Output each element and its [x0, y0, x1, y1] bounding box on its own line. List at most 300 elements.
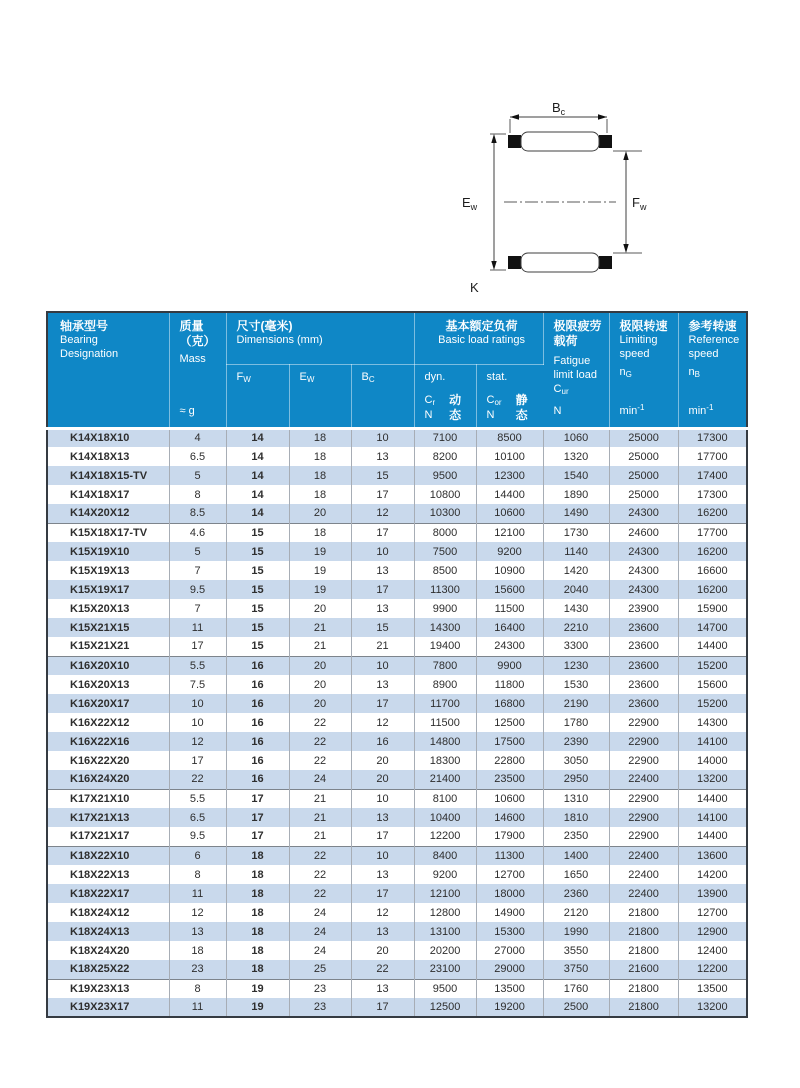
limiting-speed-cell: 21800 [609, 922, 678, 941]
table-row [47, 998, 747, 1017]
stat-load-cell: 14900 [476, 903, 543, 922]
designation-cell: K19X23X13 [47, 979, 169, 998]
ew-cell: 19 [289, 542, 351, 561]
fatigue-load-cell: 3300 [543, 637, 609, 656]
mass-cell: 8 [169, 979, 226, 998]
table-row [47, 713, 747, 732]
mass-cell: 5 [169, 466, 226, 485]
bc-cell: 12 [351, 903, 414, 922]
table-body [47, 428, 747, 1017]
fatigue-load-cell: 1990 [543, 922, 609, 941]
mass-cell: 18 [169, 941, 226, 960]
bc-cell: 20 [351, 751, 414, 770]
ew-cell: 20 [289, 694, 351, 713]
bc-cell: 22 [351, 960, 414, 979]
designation-cell: K18X22X13 [47, 865, 169, 884]
fw-cell: 14 [226, 466, 289, 485]
fw-cell: 18 [226, 884, 289, 903]
table-row [47, 580, 747, 599]
table-row [47, 827, 747, 846]
fatigue-load-cell: 1140 [543, 542, 609, 561]
fw-cell: 18 [226, 846, 289, 865]
table-row [47, 694, 747, 713]
dyn-load-cell: 10300 [414, 504, 476, 523]
ew-cell: 21 [289, 827, 351, 846]
stat-load-cell: 17500 [476, 732, 543, 751]
bc-cell: 13 [351, 979, 414, 998]
mass-cell: 8 [169, 865, 226, 884]
ew-cell: 21 [289, 618, 351, 637]
bc-cell: 12 [351, 504, 414, 523]
reference-speed-cell: 13600 [678, 846, 747, 865]
table-row [47, 903, 747, 922]
limiting-speed-cell: 22400 [609, 846, 678, 865]
bc-cell: 17 [351, 485, 414, 504]
fw-cell: 14 [226, 485, 289, 504]
fatigue-load-cell: 2950 [543, 770, 609, 789]
ew-cell: 24 [289, 903, 351, 922]
mass-cell: 4.6 [169, 523, 226, 542]
limiting-speed-cell: 21800 [609, 979, 678, 998]
stat-load-cell: 11500 [476, 599, 543, 618]
fatigue-load-cell: 1420 [543, 561, 609, 580]
stat-load-cell: 10100 [476, 447, 543, 466]
limiting-speed-cell: 24300 [609, 580, 678, 599]
bc-cell: 17 [351, 580, 414, 599]
table-row [47, 732, 747, 751]
table-row [47, 523, 747, 542]
ew-cell: 18 [289, 485, 351, 504]
table-row [47, 542, 747, 561]
cage-end-bottom-right [599, 256, 612, 269]
mass-cell: 7 [169, 561, 226, 580]
reference-speed-cell: 13500 [678, 979, 747, 998]
mass-cell: 13 [169, 922, 226, 941]
dyn-load-cell: 14300 [414, 618, 476, 637]
bc-cell: 15 [351, 466, 414, 485]
table-row [47, 770, 747, 789]
fw-cell: 16 [226, 694, 289, 713]
table-row [47, 808, 747, 827]
designation-cell: K17X21X10 [47, 789, 169, 808]
mass-cell: 6.5 [169, 808, 226, 827]
table-row [47, 789, 747, 808]
reference-speed-cell: 14400 [697, 830, 728, 843]
designation-cell: K18X24X12 [47, 903, 169, 922]
bc-cell: 17 [351, 694, 414, 713]
mass-cell: 11 [169, 884, 226, 903]
designation-cell: K14X18X10 [47, 428, 169, 447]
dyn-load-cell: 7800 [414, 656, 476, 675]
fw-cell: 15 [226, 580, 289, 599]
fatigue-load-cell: 1730 [543, 523, 609, 542]
bc-cell: 10 [351, 846, 414, 865]
mass-cell: 12 [169, 732, 226, 751]
bearing-diagram [450, 72, 760, 304]
bearing-spec-table-wrap [46, 311, 746, 1018]
designation-cell: K16X22X12 [47, 713, 169, 732]
dyn-load-cell: 18300 [414, 751, 476, 770]
fatigue-load-cell: 1760 [543, 979, 609, 998]
dyn-load-cell: 12100 [414, 884, 476, 903]
limiting-speed-cell: 22900 [609, 751, 678, 770]
table-row [47, 656, 747, 675]
limiting-speed-cell: 24300 [609, 504, 678, 523]
limiting-speed-cell: 25000 [609, 485, 678, 504]
mass-cell: 7.5 [169, 675, 226, 694]
cage-end-bottom-left [508, 256, 521, 269]
mass-cell: 23 [169, 960, 226, 979]
col-group-ratings: 基本额定负荷 Basic load ratings [414, 312, 543, 364]
dyn-load-cell: 10400 [414, 808, 476, 827]
reference-speed-cell: 15200 [678, 656, 747, 675]
limiting-speed-cell: 23600 [609, 618, 678, 637]
limiting-speed-cell: 22400 [609, 770, 678, 789]
designation-cell: K14X18X17 [47, 485, 169, 504]
fatigue-load-cell: 2500 [543, 998, 609, 1017]
fw-cell: 16 [226, 751, 289, 770]
dyn-load-cell: 8100 [414, 789, 476, 808]
mass-cell: 7 [169, 599, 226, 618]
bc-cell: 10 [351, 428, 414, 447]
fatigue-load-cell: 3550 [543, 941, 609, 960]
table-row [47, 504, 747, 523]
table-row [47, 846, 747, 865]
stat-load-cell: 14400 [476, 485, 543, 504]
reference-speed-cell: 12700 [697, 906, 728, 919]
fatigue-load-cell: 1490 [543, 504, 609, 523]
fatigue-load-cell: 3750 [543, 960, 609, 979]
dyn-load-cell: 9500 [414, 466, 476, 485]
col-header-stat: stat. $C_{or}$ N 静 态 [476, 364, 543, 428]
ew-cell: 18 [289, 447, 351, 466]
fw-cell: 16 [226, 732, 289, 751]
reference-speed-cell: 14400 [678, 789, 747, 808]
stat-load-cell: 16800 [476, 694, 543, 713]
col-header-bc: $B_C$ [351, 364, 414, 428]
fw-cell: 18 [226, 941, 289, 960]
bc-cell: 13 [351, 808, 414, 827]
designation-cell: K15X20X13 [47, 599, 169, 618]
table-row [47, 865, 747, 884]
dim-label-fw: $F_w$ [632, 195, 647, 212]
stat-load-cell: 27000 [476, 941, 543, 960]
ew-cell: 24 [289, 922, 351, 941]
mass-cell: 8 [169, 485, 226, 504]
ew-cell: 22 [289, 732, 351, 751]
bc-cell: 13 [351, 865, 414, 884]
mass-cell: 6 [169, 846, 226, 865]
ew-cell: 20 [289, 599, 351, 618]
fw-cell: 17 [226, 808, 289, 827]
designation-cell: K16X24X20 [47, 770, 169, 789]
designation-cell: K18X24X20 [47, 941, 169, 960]
reference-speed-cell: 13900 [678, 884, 747, 903]
stat-load-cell: 13500 [476, 979, 543, 998]
ew-cell: 23 [289, 998, 351, 1017]
mass-cell: 11 [169, 618, 226, 637]
reference-speed-cell: 12900 [678, 922, 747, 941]
designation-cell: K15X21X21 [47, 637, 169, 656]
stat-load-cell: 11300 [476, 846, 543, 865]
mass-cell: 11 [169, 998, 226, 1017]
designation-cell: K19X23X17 [47, 998, 169, 1017]
bc-cell: 17 [351, 998, 414, 1017]
bc-cell: 13 [351, 447, 414, 466]
dyn-load-cell: 8000 [414, 523, 476, 542]
designation-cell: K18X24X13 [47, 922, 169, 941]
limiting-speed-cell: 25000 [609, 428, 678, 447]
mass-cell: 5 [169, 542, 226, 561]
col-header-ew: $E_W$ [289, 364, 351, 428]
stat-load-cell: 29000 [476, 960, 543, 979]
fw-cell: 17 [226, 827, 289, 846]
stat-load-cell: 12700 [476, 865, 543, 884]
designation-cell: K14X20X12 [47, 504, 169, 523]
dyn-load-cell: 12800 [414, 903, 476, 922]
table-row [47, 447, 747, 466]
dyn-load-cell: 9500 [414, 979, 476, 998]
stat-load-cell: 12100 [476, 523, 543, 542]
dyn-load-cell: 13100 [414, 922, 476, 941]
designation-cell: K15X18X17-TV [47, 523, 169, 542]
bc-cell: 13 [351, 922, 414, 941]
table-row [47, 941, 747, 960]
stat-load-cell: 10900 [476, 561, 543, 580]
stat-load-cell: 19200 [476, 998, 543, 1017]
ew-cell: 19 [289, 580, 351, 599]
mass-cell: 5.5 [169, 789, 226, 808]
limiting-speed-cell: 21800 [609, 998, 678, 1017]
designation-cell: K15X21X15 [47, 618, 169, 637]
reference-speed-cell: 17700 [697, 450, 728, 463]
diagram-label-k: K [470, 280, 479, 295]
fw-cell: 15 [226, 523, 289, 542]
reference-speed-cell: 14200 [697, 868, 728, 881]
bc-cell: 12 [351, 713, 414, 732]
roller-top [521, 132, 599, 151]
dyn-load-cell: 12500 [414, 998, 476, 1017]
dyn-load-cell: 21400 [414, 770, 476, 789]
dyn-load-cell: 19400 [414, 637, 476, 656]
stat-load-cell: 11800 [476, 675, 543, 694]
reference-speed-cell: 15200 [678, 694, 747, 713]
fatigue-load-cell: 2190 [543, 694, 609, 713]
bc-cell: 15 [351, 618, 414, 637]
dyn-load-cell: 8500 [414, 561, 476, 580]
fatigue-load-cell: 1060 [543, 428, 609, 447]
dyn-load-cell: 11300 [414, 580, 476, 599]
ew-cell: 22 [289, 713, 351, 732]
limiting-speed-cell: 24600 [609, 523, 678, 542]
dyn-load-cell: 9200 [414, 865, 476, 884]
dyn-load-cell: 14800 [414, 732, 476, 751]
stat-load-cell: 10600 [476, 504, 543, 523]
fw-cell: 16 [226, 675, 289, 694]
limiting-speed-cell: 25000 [609, 447, 678, 466]
ew-cell: 21 [289, 808, 351, 827]
dyn-load-cell: 11500 [414, 713, 476, 732]
fatigue-load-cell: 1310 [543, 789, 609, 808]
fatigue-load-cell: 2120 [543, 903, 609, 922]
limiting-speed-cell: 22400 [609, 865, 678, 884]
limiting-speed-cell: 22900 [609, 827, 678, 846]
designation-cell: K18X25X22 [47, 960, 169, 979]
fatigue-load-cell: 2040 [543, 580, 609, 599]
reference-speed-cell: 14400 [697, 640, 728, 653]
table-row [47, 637, 747, 656]
table-row [47, 979, 747, 998]
table-row [47, 618, 747, 637]
ew-cell: 23 [289, 979, 351, 998]
designation-cell: K16X20X13 [47, 675, 169, 694]
reference-speed-cell: 14100 [678, 808, 747, 827]
limiting-speed-cell: 25000 [609, 466, 678, 485]
col-header-mass: 质量 （克） Mass ≈ g [169, 312, 226, 428]
reference-speed-cell: 16600 [697, 564, 728, 577]
dyn-load-cell: 9900 [414, 599, 476, 618]
bc-cell: 17 [351, 523, 414, 542]
stat-load-cell: 12300 [476, 466, 543, 485]
table-row [47, 599, 747, 618]
col-header-reference-speed: 参考转速 Reference speed $n_B$ $\min^{-1}$ [678, 312, 747, 428]
ew-cell: 24 [289, 770, 351, 789]
fw-cell: 15 [226, 599, 289, 618]
reference-speed-cell: 16200 [678, 504, 747, 523]
limiting-speed-cell: 23600 [609, 656, 678, 675]
designation-cell: K16X20X10 [47, 656, 169, 675]
fw-cell: 16 [226, 713, 289, 732]
limiting-speed-cell: 22900 [609, 713, 678, 732]
fw-cell: 19 [226, 979, 289, 998]
reference-speed-cell: 15900 [697, 602, 728, 615]
fw-cell: 18 [226, 865, 289, 884]
stat-load-cell: 15300 [476, 922, 543, 941]
reference-speed-cell: 16200 [678, 580, 747, 599]
limiting-speed-cell: 23600 [609, 637, 678, 656]
fatigue-load-cell: 1320 [543, 447, 609, 466]
ew-cell: 19 [289, 561, 351, 580]
ew-cell: 22 [289, 865, 351, 884]
designation-cell: K17X21X17 [47, 827, 169, 846]
dyn-load-cell: 8400 [414, 846, 476, 865]
ew-cell: 22 [289, 751, 351, 770]
ew-cell: 18 [289, 523, 351, 542]
designation-cell: K16X22X16 [47, 732, 169, 751]
limiting-speed-cell: 23600 [609, 694, 678, 713]
designation-cell: K14X18X15-TV [47, 466, 169, 485]
fw-cell: 17 [226, 789, 289, 808]
mass-cell: 9.5 [169, 827, 226, 846]
table-row [47, 485, 747, 504]
stat-load-cell: 15600 [476, 580, 543, 599]
reference-speed-cell: 14300 [697, 716, 728, 729]
designation-cell: K15X19X10 [47, 542, 169, 561]
stat-load-cell: 16400 [476, 618, 543, 637]
fatigue-load-cell: 1430 [543, 599, 609, 618]
ew-cell: 18 [289, 466, 351, 485]
reference-speed-cell: 12200 [678, 960, 747, 979]
mass-cell: 10 [169, 713, 226, 732]
fatigue-load-cell: 1780 [543, 713, 609, 732]
fatigue-load-cell: 1540 [543, 466, 609, 485]
dim-label-ew: $E_w$ [462, 195, 478, 212]
designation-cell: K16X22X20 [47, 751, 169, 770]
mass-cell: 5.5 [169, 656, 226, 675]
fw-cell: 15 [226, 561, 289, 580]
bearing-spec-table [46, 311, 748, 1018]
bc-cell: 21 [351, 637, 414, 656]
limiting-speed-cell: 23900 [609, 599, 678, 618]
fw-cell: 18 [226, 922, 289, 941]
stat-load-cell: 23500 [476, 770, 543, 789]
col-header-dyn: dyn. $C_r$ N 动 态 [414, 364, 476, 428]
mass-cell: 6.5 [169, 447, 226, 466]
bc-cell: 17 [351, 827, 414, 846]
reference-speed-cell: 14700 [678, 618, 747, 637]
designation-cell: K14X18X13 [47, 447, 169, 466]
fw-cell: 14 [226, 428, 289, 447]
fatigue-load-cell: 3050 [543, 751, 609, 770]
fatigue-load-cell: 2390 [543, 732, 609, 751]
stat-load-cell: 12500 [476, 713, 543, 732]
ew-cell: 20 [289, 504, 351, 523]
reference-speed-cell: 16200 [678, 542, 747, 561]
col-group-dimensions: 尺寸(毫米) Dimensions (mm) [226, 312, 414, 364]
stat-load-cell: 8500 [476, 428, 543, 447]
bc-cell: 10 [351, 656, 414, 675]
fw-cell: 16 [226, 770, 289, 789]
limiting-speed-cell: 24300 [609, 542, 678, 561]
col-header-fatigue: 极限疲劳 载荷 Fatigue limit load $C_{ur}$ N [543, 312, 609, 428]
dyn-load-cell: 8200 [414, 447, 476, 466]
mass-cell: 4 [169, 428, 226, 447]
col-header-designation: 轴承型号 Bearing Designation [47, 312, 169, 428]
mass-cell: 8.5 [169, 504, 226, 523]
designation-cell: K17X21X13 [47, 808, 169, 827]
fw-cell: 18 [226, 960, 289, 979]
table-row [47, 884, 747, 903]
table-row [47, 675, 747, 694]
bc-cell: 20 [351, 770, 414, 789]
limiting-speed-cell: 22900 [609, 789, 678, 808]
bc-cell: 17 [351, 884, 414, 903]
limiting-speed-cell: 24300 [609, 561, 678, 580]
fw-cell: 18 [226, 903, 289, 922]
mass-cell: 9.5 [169, 580, 226, 599]
designation-cell: K15X19X17 [47, 580, 169, 599]
dyn-load-cell: 11700 [414, 694, 476, 713]
dyn-load-cell: 10800 [414, 485, 476, 504]
fatigue-load-cell: 2210 [543, 618, 609, 637]
ew-cell: 18 [289, 428, 351, 447]
stat-load-cell: 9200 [476, 542, 543, 561]
fatigue-load-cell: 1400 [543, 846, 609, 865]
fw-cell: 16 [226, 656, 289, 675]
col-header-fw: $F_W$ [226, 364, 289, 428]
fw-cell: 15 [226, 542, 289, 561]
limiting-speed-cell: 23600 [609, 675, 678, 694]
fatigue-load-cell: 1230 [543, 656, 609, 675]
dyn-load-cell: 7100 [414, 428, 476, 447]
dyn-load-cell: 8900 [414, 675, 476, 694]
ew-cell: 22 [289, 846, 351, 865]
fw-cell: 14 [226, 447, 289, 466]
fw-cell: 19 [226, 998, 289, 1017]
bc-cell: 13 [351, 675, 414, 694]
table-row [47, 960, 747, 979]
dyn-load-cell: 23100 [414, 960, 476, 979]
